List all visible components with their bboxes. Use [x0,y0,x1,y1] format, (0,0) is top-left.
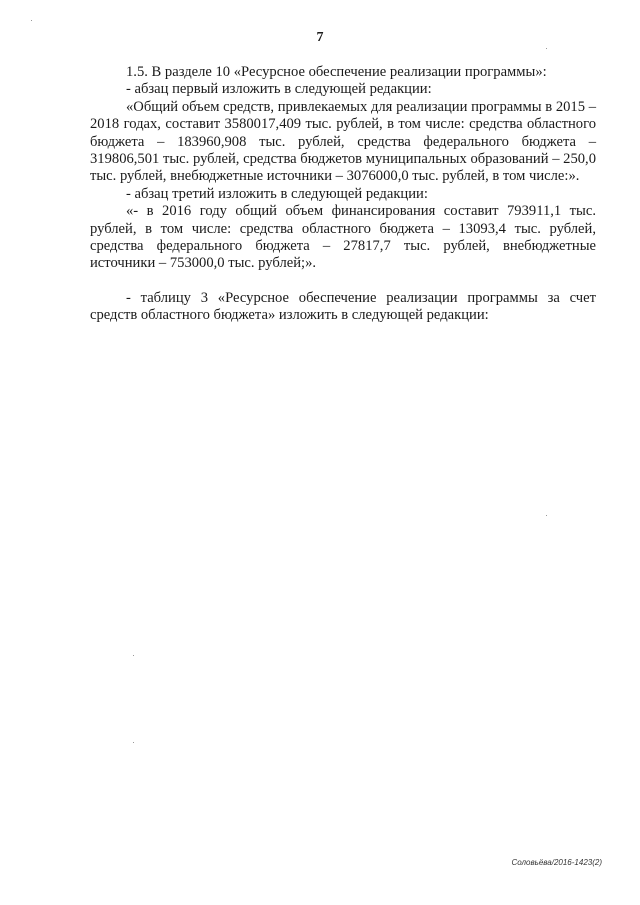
document-footer-code: Соловьёва/2016-1423(2) [511,858,602,867]
page-number: 7 [316,30,324,45]
scan-speck [31,20,32,21]
paragraph-instruction-third: - абзац третий изложить в следующей редакции: [126,185,428,202]
paragraph-quote-2016: «- в 2016 году общий объем финансирования составит 793911,1 тыс. рублей, в том числе: средства областного бюджета – 13093,4 тыс. рублей, средства федерального бюджета – 27817,7 тыс. рублей, внебюджетные источники – 753000,0 тыс. рублей;». [90,203,596,272]
document-body [90,64,596,325]
paragraph-section-heading: 1.5. В разделе 10 «Ресурсное обеспечение реализации программы»: [126,64,547,80]
scan-speck [133,655,134,656]
paragraph-instruction-first: - абзац первый изложить в следующей редакции: [126,81,432,98]
paragraph-table-instruction: - таблицу 3 «Ресурсное обеспечение реализации программы за счет средств областного бюджета» изложить в следующей редакции: [90,289,596,324]
scan-speck [546,515,547,516]
scan-speck [546,48,547,49]
paragraph-quote-total: «Общий объем средств, привлекаемых для реализации программы в 2015 – 2018 годах, составит 3580017,409 тыс. рублей, в том числе: средства областного бюджета – 183960,908 тыс. рублей, средства федерального бюджета – 319806,501 тыс. рублей, средства бюджетов муниципальных образований – 250,0 тыс. рублей, внебюджетные источники – 3076000,0 тыс. рублей, в том числе:». [90,98,596,185]
scan-speck [133,742,134,743]
